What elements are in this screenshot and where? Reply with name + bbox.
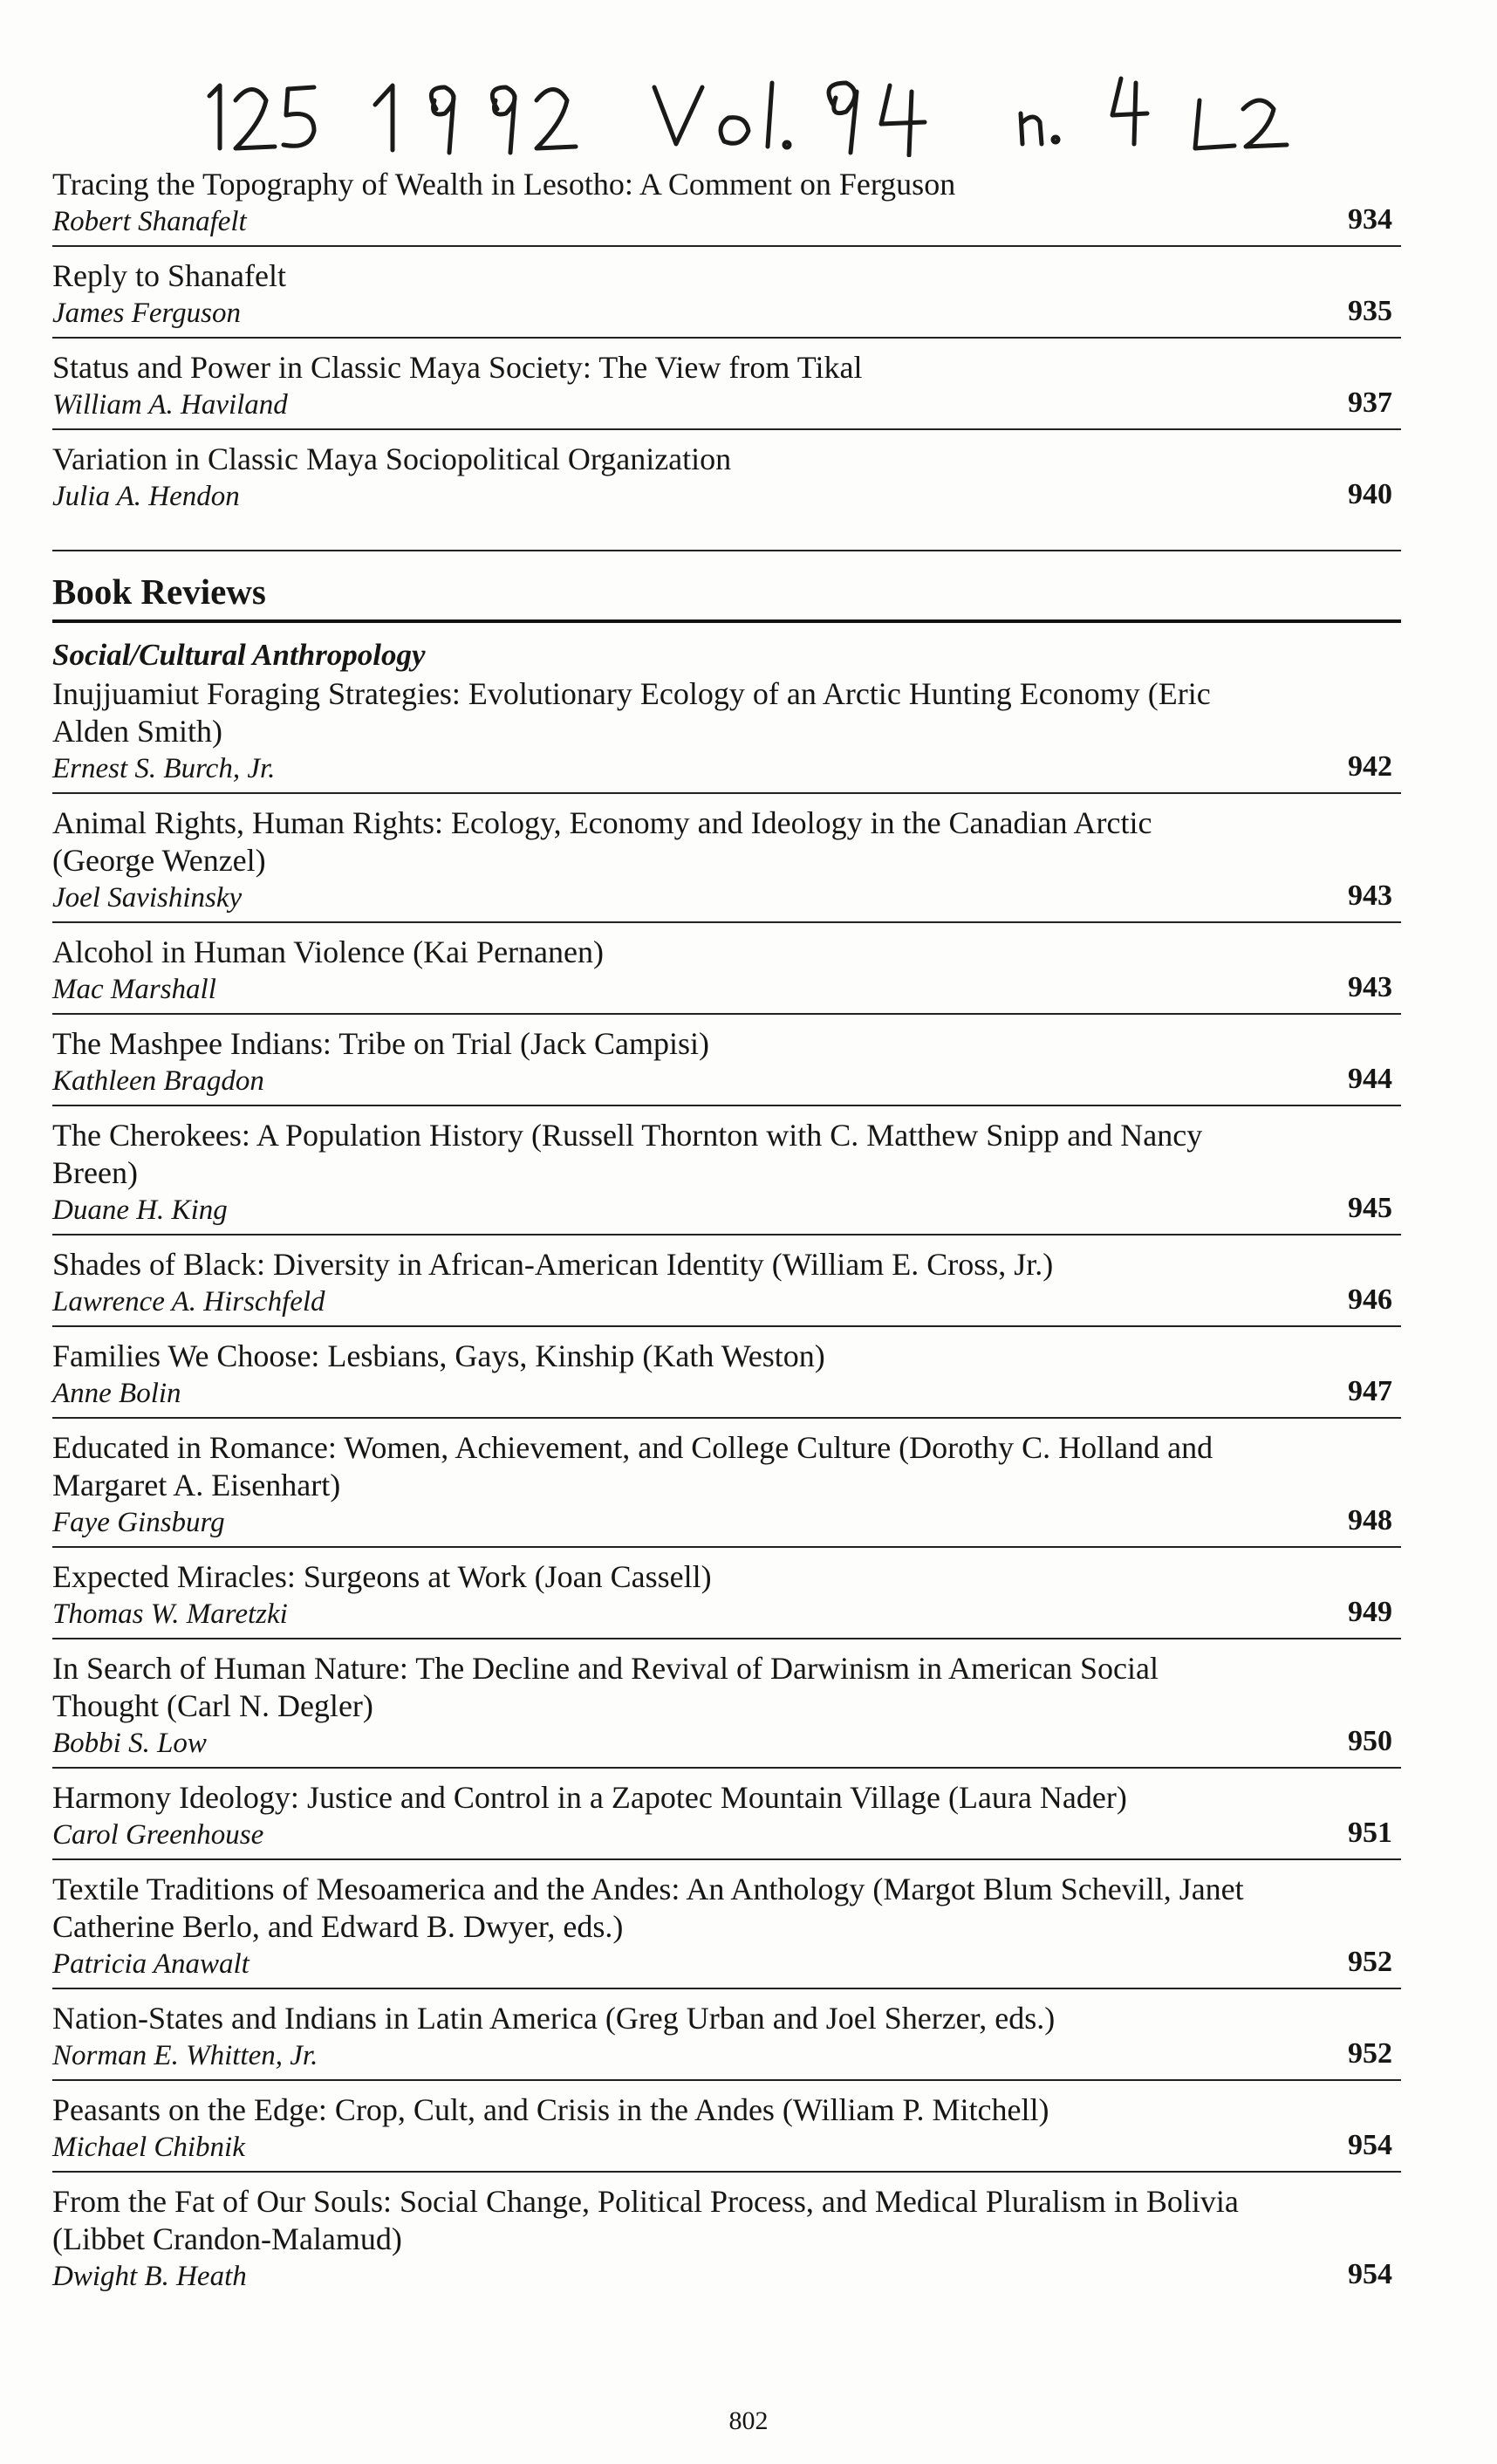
section-title: Book Reviews — [52, 569, 1401, 623]
list-item — [52, 1115, 1401, 1235]
entry-author: Michael Chibnik — [52, 2132, 245, 2163]
list-item — [52, 1998, 1401, 2081]
entry-author: Kathleen Bragdon — [52, 1065, 264, 1097]
entry-title: In Search of Human Nature: The Decline and Revival of Darwinism in American Social Thought (Carl N. Degler) — [52, 1651, 1159, 1723]
list-item — [52, 2090, 1401, 2173]
entry-page: 947 — [1348, 1375, 1392, 1407]
entry-page: 942 — [1348, 750, 1392, 783]
list-item — [52, 1777, 1401, 1860]
entry-title: Animal Rights, Human Rights: Ecology, Economy and Ideology in the Canadian Arctic (George Wenzel) — [52, 805, 1152, 878]
entry-author: Carol Greenhouse — [52, 1819, 264, 1851]
entry-page: 944 — [1348, 1063, 1392, 1095]
entry-page: 951 — [1348, 1817, 1392, 1849]
comments-list — [52, 164, 1401, 520]
entry-page: 949 — [1348, 1596, 1392, 1628]
entry-page: 952 — [1348, 1946, 1392, 1978]
entry-title: Educated in Romance: Women, Achievement, and College Culture (Dorothy C. Holland and Margaret A. Eisenhart) — [52, 1430, 1213, 1502]
book-reviews-list — [52, 675, 1401, 2300]
list-item — [52, 803, 1401, 923]
entry-title: Inujjuamiut Foraging Strategies: Evolutionary Ecology of an Arctic Hunting Economy (Eric Alden Smith) — [52, 676, 1211, 749]
entry-title: Families We Choose: Lesbians, Gays, Kinship (Kath Weston) — [52, 1338, 825, 1373]
entry-title: Status and Power in Classic Maya Society: The View from Tikal — [52, 350, 863, 385]
entry-author: Dwight B. Heath — [52, 2261, 247, 2292]
entry-author: Julia A. Hendon — [52, 481, 240, 512]
entry-author: Anne Bolin — [52, 1378, 181, 1409]
entry-page: 946 — [1348, 1283, 1392, 1316]
entry-author: Robert Shanafelt — [52, 206, 247, 237]
entry-title: Variation in Classic Maya Sociopolitical Organization — [52, 441, 732, 476]
entry-author: Patricia Anawalt — [52, 1948, 250, 1980]
subsection-title: Social/Cultural Anthropology — [52, 638, 426, 672]
entry-author: Mac Marshall — [52, 974, 216, 1005]
list-item — [52, 347, 1401, 430]
list-item — [52, 1648, 1401, 1769]
entry-author: Thomas W. Maretzki — [52, 1598, 288, 1630]
entry-page: 935 — [1348, 295, 1392, 327]
entry-page: 940 — [1348, 478, 1392, 510]
entry-author: Lawrence A. Hirschfeld — [52, 1286, 325, 1318]
entry-page: 937 — [1348, 387, 1392, 419]
entry-page: 950 — [1348, 1725, 1392, 1757]
entry-page: 943 — [1348, 880, 1392, 912]
list-item — [52, 675, 1401, 794]
entry-title: Shades of Black: Diversity in African-American Identity (William E. Cross, Jr.) — [52, 1247, 1054, 1282]
entry-author: James Ferguson — [52, 298, 241, 329]
entry-title: From the Fat of Our Souls: Social Change, Political Process, and Medical Pluralism in Bolivia (Libbet Crandon-Malamud) — [52, 2184, 1239, 2256]
section-divider — [52, 550, 1401, 551]
entry-title: The Mashpee Indians: Tribe on Trial (Jack Campisi) — [52, 1026, 709, 1061]
entry-page: 952 — [1348, 2037, 1392, 2070]
entry-title: Reply to Shanafelt — [52, 258, 286, 293]
entry-page: 954 — [1348, 2129, 1392, 2161]
entry-title: Nation-States and Indians in Latin America (Greg Urban and Joel Sherzer, eds.) — [52, 2001, 1056, 2036]
entry-title: Peasants on the Edge: Crop, Cult, and Crisis in the Andes (William P. Mitchell) — [52, 2092, 1049, 2127]
list-item — [52, 932, 1401, 1015]
list-item — [52, 1869, 1401, 1989]
list-item — [52, 2181, 1401, 2300]
entry-title: Expected Miracles: Surgeons at Work (Joan Cassell) — [52, 1559, 712, 1594]
list-item — [52, 1427, 1401, 1548]
list-item — [52, 1244, 1401, 1327]
entry-page: 948 — [1348, 1504, 1392, 1537]
entry-author: Faye Ginsburg — [52, 1507, 225, 1538]
entry-title: Alcohol in Human Violence (Kai Pernanen) — [52, 934, 604, 969]
entry-title: Textile Traditions of Mesoamerica and the Andes: An Anthology (Margot Blum Schevill, Janet Catherine Berlo, and Edward B. Dwyer, eds.) — [52, 1872, 1244, 1944]
list-item — [52, 256, 1401, 339]
entry-author: Norman E. Whitten, Jr. — [52, 2040, 318, 2071]
entry-author: Ernest S. Burch, Jr. — [52, 753, 276, 784]
entry-author: William A. Haviland — [52, 389, 288, 421]
entry-author: Bobbi S. Low — [52, 1728, 207, 1759]
entry-page: 943 — [1348, 971, 1392, 1003]
entry-page: 954 — [1348, 2258, 1392, 2290]
list-item — [52, 164, 1401, 247]
entry-author: Duane H. King — [52, 1194, 228, 1226]
entry-page: 934 — [1348, 203, 1392, 236]
entry-title: Tracing the Topography of Wealth in Lesotho: A Comment on Ferguson — [52, 167, 956, 202]
table-of-contents — [52, 164, 1401, 2309]
list-item — [52, 1557, 1401, 1639]
entry-page: 945 — [1348, 1192, 1392, 1224]
entry-title: The Cherokees: A Population History (Russell Thornton with C. Matthew Snipp and Nancy Breen) — [52, 1118, 1203, 1190]
list-item — [52, 439, 1401, 520]
list-item — [52, 1023, 1401, 1106]
entry-author: Joel Savishinsky — [52, 882, 243, 914]
list-item — [52, 1336, 1401, 1419]
page-number: 802 — [728, 2406, 769, 2435]
handwritten-annotation — [201, 61, 1291, 157]
entry-title: Harmony Ideology: Justice and Control in a Zapotec Mountain Village (Laura Nader) — [52, 1780, 1127, 1815]
